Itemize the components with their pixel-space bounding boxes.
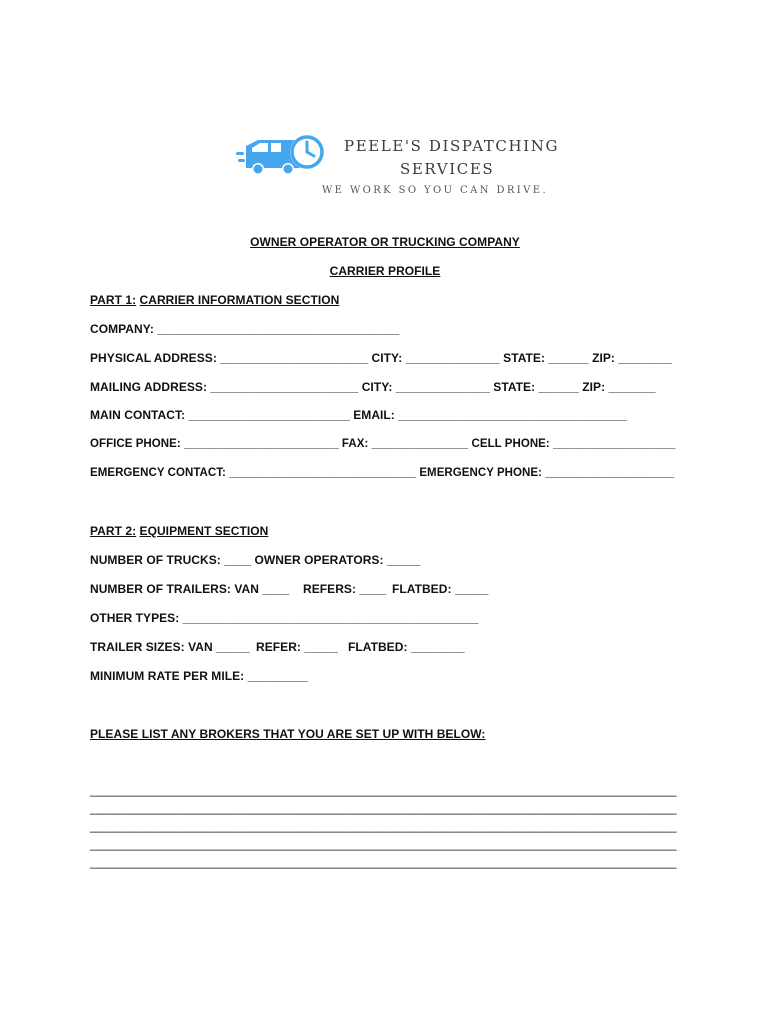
logo-name-line-1: PEELE'S DISPATCHING [344,137,560,155]
logo-tagline: WE WORK SO YOU CAN DRIVE. [322,185,549,196]
company-logo [236,128,560,208]
delivery-van-clock-icon [236,132,328,180]
flatbed-field[interactable]: FLATBED: _____ [392,582,489,596]
broker-line-1[interactable]: ___________________________________________________________________________________________ [90,785,677,797]
company-field[interactable]: COMPANY: ____________________________________ [90,322,400,336]
document-title: OWNER OPERATOR OR TRUCKING COMPANY [250,235,520,249]
trailer-sizes-flatbed-field[interactable]: FLATBED: ________ [348,640,465,654]
part2-heading: EQUIPMENT SECTION [139,524,269,538]
refers-field[interactable]: REFERS: ____ [303,582,387,596]
broker-line-4[interactable]: ___________________________________________________________________________________________ [90,839,677,851]
part2-label: PART 2: [90,524,137,538]
logo-name-line-2: SERVICES [400,160,495,178]
mailing-address-field[interactable]: MAILING ADDRESS: ______________________ CITY: ______________ STATE: ______ ZIP: _______ [90,380,656,394]
minimum-rate-field[interactable]: MINIMUM RATE PER MILE: _________ [90,669,309,683]
broker-line-5[interactable]: ___________________________________________________________________________________________ [90,857,677,869]
part1-header [90,293,339,307]
physical-address-field[interactable]: PHYSICAL ADDRESS: ______________________ CITY: ______________ STATE: ______ ZIP: ________ [90,351,673,365]
trailer-sizes-van-field[interactable]: TRAILER SIZES: VAN _____ [90,640,250,654]
office-phone-field[interactable]: OFFICE PHONE: ________________________ FAX: _______________ CELL PHONE: ___________________ [90,438,676,450]
number-of-trucks-field[interactable]: NUMBER OF TRUCKS: ____ OWNER OPERATORS: _____ [90,553,421,567]
broker-line-3[interactable]: ___________________________________________________________________________________________ [90,821,677,833]
emergency-contact-field[interactable]: EMERGENCY CONTACT: _____________________________ EMERGENCY PHONE: ____________________ [90,467,675,479]
part1-heading: CARRIER INFORMATION SECTION [139,293,340,307]
part1-label: PART 1: [90,293,137,307]
broker-line-2[interactable]: ___________________________________________________________________________________________ [90,803,677,815]
trailer-sizes-refer-field[interactable]: REFER: _____ [256,640,338,654]
document-subtitle: CARRIER PROFILE [329,264,441,278]
part2-header [90,524,268,538]
brokers-heading: PLEASE LIST ANY BROKERS THAT YOU ARE SET UP WITH BELOW: [90,727,486,741]
number-of-trailers-van-field[interactable]: NUMBER OF TRAILERS: VAN ____ [90,582,290,596]
other-types-field[interactable]: OTHER TYPES: ____________________________________________ [90,611,479,625]
main-contact-field[interactable]: MAIN CONTACT: ________________________ EMAIL: __________________________________ [90,408,627,422]
